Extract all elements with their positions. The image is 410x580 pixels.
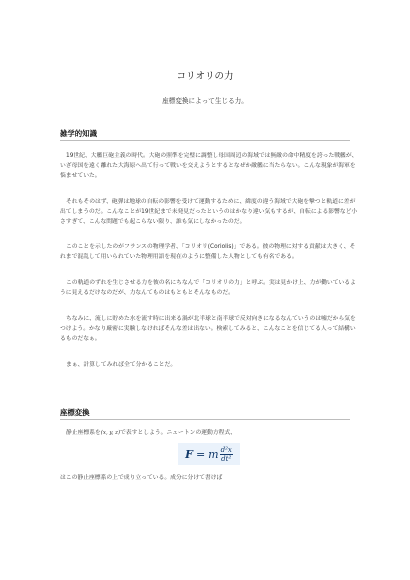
section-heading-coordinate-transform: 座標変換 (60, 408, 90, 417)
paragraph: ちなみに、流しに貯めた水を流す時に出来る渦が北半球と南半球で反対向きになるなんていうのは嘘だから気をつけよう。かなり厳密に実験しなければそんな差は出ない。検索してみると、こんなことを信じてる人って結構いるものだなぁ。 (60, 316, 356, 342)
paragraph: 19世紀、大艦巨砲主義の時代。大砲の照準を完璧に調整し母国周辺の海域では無敵の命中精度を誇った戦艦が、いざ母国を遠く離れた大海原へ出て行って戦いを交えようとするとなぜか敵艦に当たらない。こんな現象が海軍を悩ませていた。 (60, 153, 358, 179)
paragraph: このことを示したのがフランスの物理学者、「コリオリ(Coriolis)」である。彼の物理に対する貢献は大きく、それまで混乱して用いられていた物理用語を現在のように整備した人物としても有名である。 (60, 244, 356, 260)
coordinate-tuple: (x, y, z) (100, 430, 121, 436)
page-title: コリオリの力 (176, 71, 234, 82)
intro-text-after: で表すとしよう。ニュートンの運動方程式、 (120, 430, 237, 436)
paragraph: この軌道のずれを生じさせる力を彼の名にちなんで「コリオリの力」と呼ぶ。実は見かけ上、力が働いているように見えるだけなのだが、力なんてものはもともとそんなものだ。 (60, 280, 356, 296)
equation-numerator: d²x (220, 445, 232, 454)
paragraph: はこの静止座標系の上で成り立っている。成分に分けて書けば (60, 475, 223, 481)
equation-force: F (185, 447, 193, 461)
intro-text-before: 静止座標系を (66, 430, 101, 436)
page-subtitle: 座標変換によって生じる力。 (162, 97, 248, 105)
paragraph: まぁ、計算してみれば全て分かることだ。 (66, 362, 177, 368)
paragraph: それもそのはず、砲弾は地球の自転の影響を受けて運動するために、緯度の違う海域で大砲を撃つと軌道に差が出てしまうのだ。こんなことが19世紀まで未発見だったというのはかなり違い気もするが、自転による影響など小さすぎて、こんな問題でも起こらない限り、誰も気にしなかったのだ。 (60, 199, 358, 225)
section-divider (60, 140, 350, 141)
section-divider (60, 419, 350, 420)
equation-denominator: dt² (221, 454, 232, 463)
equation-mass: m (208, 447, 219, 461)
equation-fraction (220, 446, 233, 463)
equation-equals: = (195, 447, 206, 461)
newton-equation (178, 443, 240, 465)
paragraph-intro (60, 428, 360, 438)
section-heading-trivia: 雑学的知識 (60, 129, 97, 138)
